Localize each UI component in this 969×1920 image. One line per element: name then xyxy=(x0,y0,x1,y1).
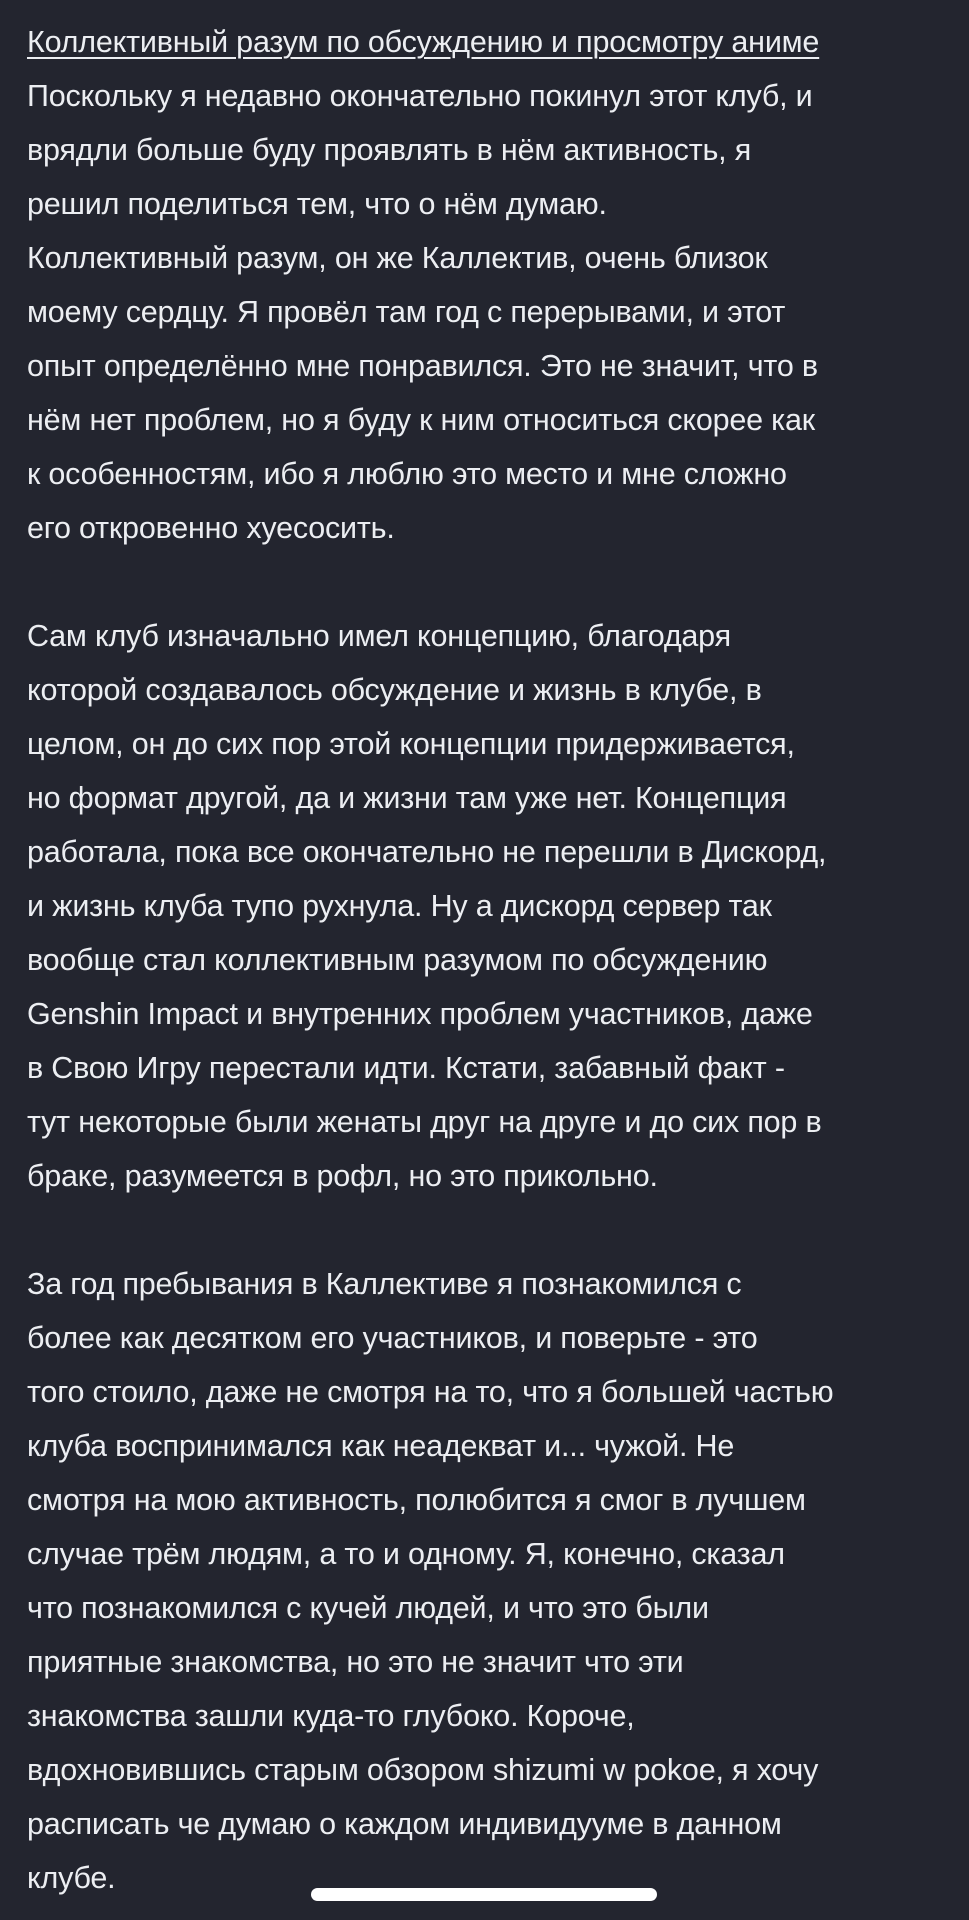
post-content xyxy=(27,15,947,1905)
post-title-row xyxy=(27,15,947,69)
post-paragraph-1: Поскольку я недавно окончательно покинул этот клуб, и врядли больше буду проявлять в нём активность, я решил поделиться тем, что о нём думаю. Коллективный разум, он же Каллектив, очень близок моему сердцу. Я провёл там год с перерывами, и этот опыт определённо мне понравился. Это не значит, что в нём нет проблем, но я буду к ним относиться скорее как к особенностям, ибо я люблю это место и мне сложно его откровенно хуесосить. xyxy=(27,79,818,545)
post-paragraph-2: Сам клуб изначально имел концепцию, благодаря которой создавалось обсуждение и жизнь в клубе, в целом, он до сих пор этой концепции придерживается, но формат другой, да и жизни там уже нет. Концепция работала, пока все окончательно не перешли в Дискорд, и жизнь клуба тупо рухнула. Ну а дискорд сервер так вообще стал коллективным разумом по обсуждению Genshin Impact и внутренних проблем участников, даже в Свою Игру перестали идти. Кстати, забавный факт - тут некоторые были женаты друг на друге и до сих пор в браке, разумеется в рофл, но это прикольно. xyxy=(27,619,827,1193)
paragraph-spacer xyxy=(27,555,947,609)
home-indicator-bar[interactable] xyxy=(311,1888,657,1901)
paragraph-spacer xyxy=(27,1203,947,1257)
post-paragraph-3: За год пребывания в Каллективе я познакомился с более как десятком его участников, и поверьте - это того стоило, даже не смотря на то, что я большей частью клуба воспринимался как неадекват и... чужой. Не смотря на мою активность, полюбится я смог в лучшем случае трём людям, а то и одному. Я, конечно, сказал что познакомился с кучей людей, и что это были приятные знакомства, но это не значит что эти знакомства зашли куда-то глубоко. Короче, вдохновившись старым обзором shizumi w pokoe, я хочу расписать че думаю о каждом индивидууме в данном клубе. xyxy=(27,1267,834,1895)
post-title-link[interactable]: Коллективный разум по обсуждению и просмотру аниме xyxy=(27,25,820,59)
